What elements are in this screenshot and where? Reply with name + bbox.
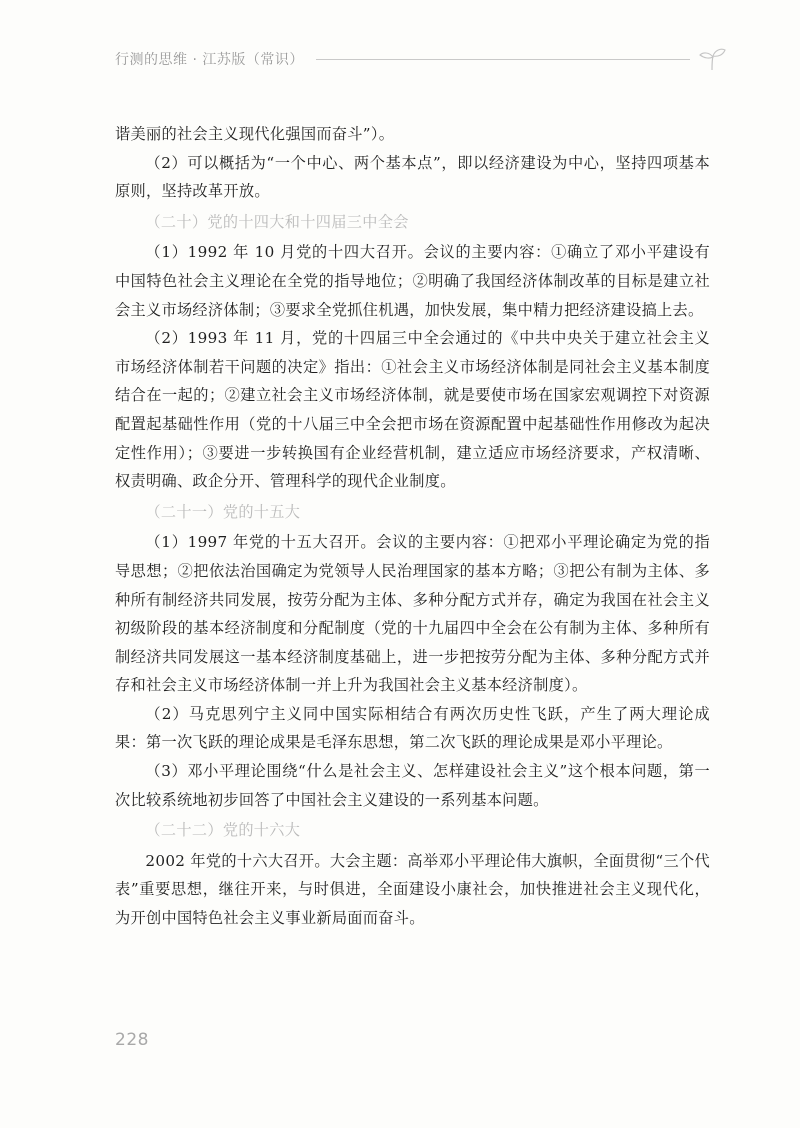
section-heading: （二十一）党的十五大: [145, 502, 301, 521]
running-header: [115, 46, 726, 72]
paragraph: 2002 年党的十六大召开。大会主题：高举邓小平理论伟大旗帜，全面贯彻“三个代表”重要思想，继往开来，与时俱进，全面建设小康社会，加快推进社会主义现代化，为开创中国特色社会主义事业新局面而奋斗。: [115, 851, 710, 928]
section-heading: （二十）党的十四大和十四届三中全会: [145, 212, 409, 231]
header-rule: [316, 59, 690, 60]
running-header-title: 行测的思维 · 江苏版（常识）: [115, 52, 304, 68]
paragraph: （2）可以概括为“一个中心、两个基本点”，即以经济建设为中心，坚持四项基本原则，坚持改革开放。: [115, 153, 710, 201]
section-heading: （二十二）党的十六大: [145, 821, 301, 840]
paragraph: （1）1997 年党的十五大召开。会议的主要内容：①把邓小平理论确定为党的指导思想；②把依法治国确定为党领导人民治理国家的基本方略；③把公有制为主体、多种所有制经济共同发展，按劳分配为主体、多种分配方式并存，确定为我国在社会主义初级阶段的基本经济制度和分配制度（党的十九届四中全会在公有制为主体、多种所有制经济共同发展这一基本经济制度基础上，进一步把按劳分配为主体、多种分配方式并存和社会主义市场经济体制一并上升为我国社会主义基本经济制度）。: [115, 533, 710, 695]
paragraph: （1）1992 年 10 月党的十四大召开。会议的主要内容：①确立了邓小平建设有中国特色社会主义理论在全党的指导地位；②明确了我国经济体制改革的目标是建立社会主义市场经济体制；③要求全党抓住机遇，加快发展，集中精力把经济建设搞上去。: [115, 243, 710, 319]
page-number: 228: [115, 1030, 149, 1050]
sprout-icon: [698, 47, 726, 71]
paragraph: （2）1993 年 11 月，党的十四届三中全会通过的《中共中央关于建立社会主义市场经济体制若干问题的决定》指出：①社会主义市场经济体制是同社会主义基本制度结合在一起的；②建立社会主义市场经济体制，就是要使市场在国家宏观调控下对资源配置起基础性作用（党的十八届三中全会把市场在资源配置中起基础性作用修改为起决定性作用）；③要进一步转换国有企业经营机制，建立适应市场经济要求，产权清晰、权责明确、政企分开、管理科学的现代企业制度。: [115, 329, 710, 491]
paragraph: （3）邓小平理论围绕“什么是社会主义、怎样建设社会主义”这个根本问题，第一次比较系统地初步回答了中国社会主义建设的一系列基本问题。: [115, 762, 710, 809]
page-body: [115, 120, 710, 933]
paragraph: 谐美丽的社会主义现代化强国而奋斗”）。: [115, 125, 395, 143]
paragraph: （2）马克思列宁主义同中国实际相结合有两次历史性飞跃，产生了两大理论成果：第一次飞跃的理论成果是毛泽东思想，第二次飞跃的理论成果是邓小平理论。: [115, 704, 710, 752]
